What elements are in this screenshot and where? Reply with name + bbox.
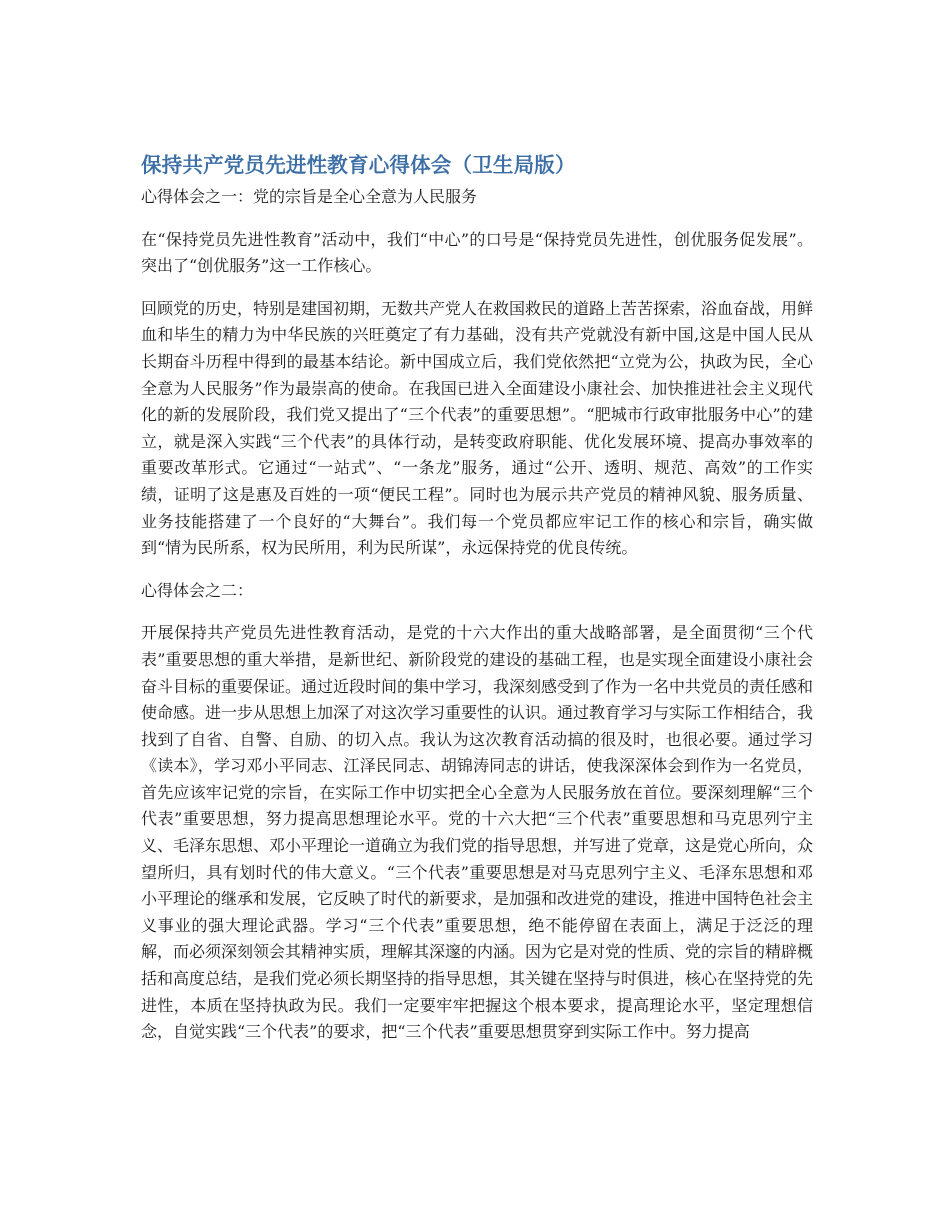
paragraph-history: 回顾党的历史，特别是建国初期，无数共产党人在救国救民的道路上苦苦探索，浴血奋战，用鲜血和毕生的精力为中华民族的兴旺奠定了有力基础，没有共产党就没有新中国,这是中国人民从长期奋斗历程中得到的最基本结论。新中国成立后，我们党依然把“立党为公，执政为民，全心全意为人民服务”作为最崇高的使命。在我国已进入全面建设小康社会、加快推进社会主义现代化的新的发展阶段，我们党又提出了“三个代表”的重要思想”。“肥城市行政审批服务中心”的建立，就是深入实践“三个代表”的具体行动，是转变政府职能、优化发展环境、提高办事效率的重要改革形式。它通过“一站式”、“一条龙”服务，通过“公开、透明、规范、高效”的工作实绩，证明了这是惠及百姓的一项“便民工程”。同时也为展示共产党员的精神风貌、服务质量、业务技能搭建了一个良好的“大舞台”。我们每一个党员都应牢记工作的核心和宗旨，确实做到“情为民所系，权为民所用，利为民所谋”，永远保持党的优良传统。 <box>141 298 814 558</box>
document-page <box>141 150 813 1046</box>
paragraph-education: 开展保持共产党员先进性教育活动，是党的十六大作出的重大战略部署，是全面贯彻“三个代表”重要思想的重大举措，是新世纪、新阶段党的建设的基础工程，也是实现全面建设小康社会奋斗目标的重要保证。通过近段时间的集中学习，我深刻感受到了作为一名中共党员的责任感和使命感。进一步从思想上加深了对这次学习重要性的认识。通过教育学习与实际工作相结合，我找到了自省、自警、自励、的切入点。我认为这次教育活动搞的很及时，也很必要。通过学习《读本》，学习邓小平同志、江泽民同志、胡锦涛同志的讲话，使我深深体会到作为一名党员，首先应该牢记党的宗旨，在实际工作中切实把全心全意为人民服务放在首位。要深刻理解“三个代表”重要思想，努力提高思想理论水平。党的十六大把“三个代表”重要思想和马克思列宁主义、毛泽东思想、邓小平理论一道确立为我们党的指导思想，并写进了党章，这是党心所向，众望所归，具有划时代的伟大意义。“三个代表”重要思想是对马克思列宁主义、毛泽东思想和邓小平理论的继承和发展，它反映了时代的新要求，是加强和改进党的建设，推进中国特色社会主义事业的强大理论武器。学习“三个代表”重要思想，绝不能停留在表面上，满足于泛泛的理解，而必须深刻领会其精神实质，理解其深邃的内涵。因为它是对党的性质、党的宗旨的精辟概括和高度总结，是我们党必须长期坚持的指导思想，其关键在坚持与时俱进，核心在坚持党的先进性，本质在坚持执政为民。我们一定要牢牢把握这个根本要求，提高理论水平，坚定理想信念，自觉实践“三个代表”的要求，把“三个代表”重要思想贯穿到实际工作中。努力提高 <box>141 623 814 1042</box>
document-title: 保持共产党员先进性教育心得体会（卫生局版） <box>141 153 576 177</box>
section-subtitle-one: 心得体会之一：党的宗旨是全心全意为人民服务 <box>141 187 478 206</box>
section-heading-two: 心得体会之二： <box>141 580 254 600</box>
paragraph-intro: 在“保持党员先进性教育”活动中，我们“中心”的口号是“保持党员先进性，创优服务促发展”。突出了“创优服务”这一工作核心。 <box>141 229 813 276</box>
